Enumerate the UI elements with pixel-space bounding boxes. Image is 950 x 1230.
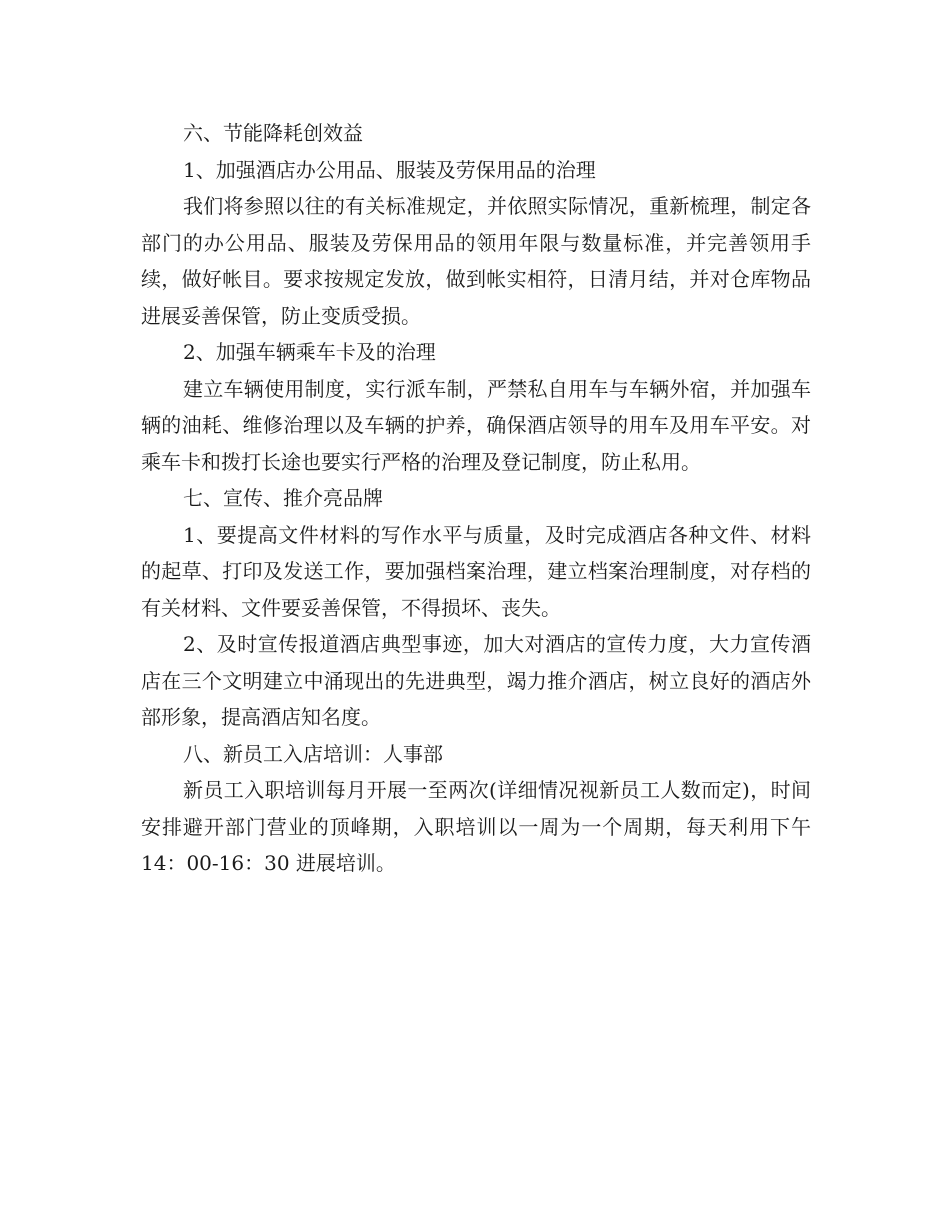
section-heading-energy-saving: 六、节能降耗创效益 — [183, 121, 363, 145]
paragraph-training: 新员工入职培训每月开展一至两次(详细情况视新员工人数而定)，时间安排避开部门营业的顶峰期，入职培训以一周为一个周期，每天利用下午 14：00-16：30 进展培训。 — [141, 778, 811, 875]
paragraph-office-supplies: 我们将参照以往的有关标准规定，并依照实际情况，重新梳理，制定各部门的办公用品、服装及劳保用品的领用年限与数量标准，并完善领用手续，做好帐目。要求按规定发放，做到帐实相符，日清月结，并对仓库物品进展妥善保管，防止变质受损。 — [141, 194, 811, 328]
section-heading-training: 八、新员工入店培训：人事部 — [183, 741, 443, 766]
subheading-office-supplies: 1、加强酒店办公用品、服装及劳保用品的治理 — [183, 157, 596, 182]
subheading-vehicles: 2、加强车辆乘车卡及的治理 — [183, 340, 436, 364]
paragraph-publicity: 2、及时宣传报道酒店典型事迹，加大对酒店的宣传力度，大力宣传酒店在三个文明建立中涌现出的先进典型，竭力推介酒店，树立良好的酒店外部形象，提高酒店知名度。 — [141, 632, 811, 729]
section-heading-publicity: 七、宣传、推介亮品牌 — [183, 486, 383, 510]
document-page — [141, 115, 811, 882]
paragraph-documents: 1、要提高文件材料的写作水平与质量，及时完成酒店各种文件、材料的起草、打印及发送工作，要加强档案治理，建立档案治理制度，对存档的有关材料、文件要妥善保管，不得损坏、丧失。 — [141, 522, 811, 620]
paragraph-vehicles: 建立车辆使用制度，实行派车制，严禁私自用车与车辆外宿，并加强车辆的油耗、维修治理以及车辆的护养，确保酒店领导的用车及用车平安。对乘车卡和拨打长途也要实行严格的治理及登记制度，防止私用。 — [141, 376, 811, 474]
